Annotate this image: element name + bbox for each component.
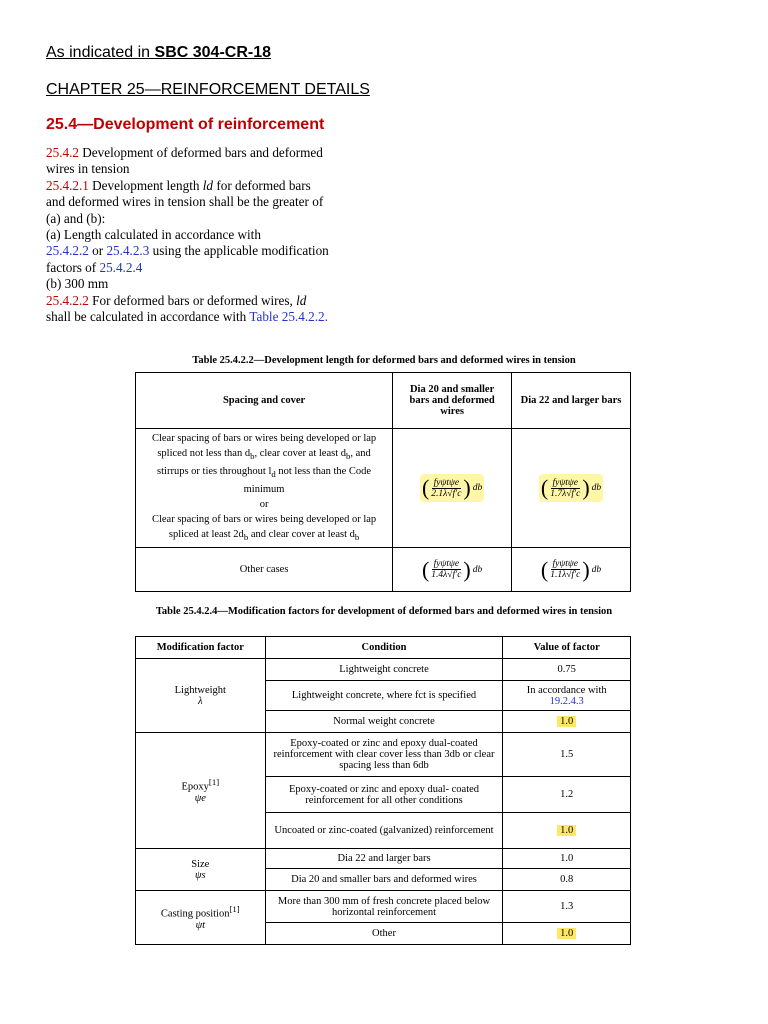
sub: b [346, 451, 351, 462]
paren-left: ( [421, 475, 430, 501]
factor-value: In accordance with [526, 684, 607, 696]
code-reference: SBC 304-CR-18 [154, 44, 271, 61]
fraction [429, 478, 463, 499]
value-cell [503, 733, 631, 777]
denominator: 2.1λ√f′c [431, 488, 462, 499]
condition-cell: More than 300 mm of fresh concrete placed below horizontal reinforcement [265, 891, 503, 923]
db-symbol: db [472, 564, 483, 575]
footnote-marker: [1] [208, 777, 220, 788]
factor-cell [136, 659, 266, 733]
table2-header-factor: Modification factor [136, 637, 266, 659]
indicated-prefix: As indicated in [46, 44, 155, 61]
text: and clear cover at least d [248, 529, 355, 541]
text: Clear spacing of bars or wires being developed or lap spliced not less than d [151, 433, 377, 459]
footnote-marker: [1] [229, 904, 240, 915]
factor-value: 0.8 [560, 874, 574, 885]
value-cell [503, 659, 631, 681]
sub: b [250, 451, 255, 462]
item-a-text: (a) Length calculated in accordance with [46, 227, 261, 243]
formula [541, 557, 601, 583]
db-symbol: db [591, 564, 602, 575]
formula [539, 474, 603, 502]
table1-header-dia20: Dia 20 and smaller bars and deformed wires [393, 373, 512, 429]
condition-cell: Dia 20 and smaller bars and deformed wires [265, 869, 503, 891]
condition-cell: Lightweight concrete [265, 659, 503, 681]
table1-row2-formula-dia20 [393, 548, 512, 592]
factor-name: Casting position [160, 908, 230, 920]
factor-name: Lightweight [174, 684, 226, 696]
table1-header-dia22: Dia 22 and larger bars [512, 373, 631, 429]
paren-right: ) [463, 475, 471, 501]
factor-value: 1.0 [557, 928, 576, 939]
table2-row [136, 659, 631, 681]
clause-number: 25.4.2.1 [46, 177, 89, 193]
paragraph-25-4-2-2 [46, 293, 331, 326]
development-length-table [135, 372, 631, 592]
table1-row1-formula-dia20 [393, 429, 512, 548]
table2-caption: Table 25.4.2.4—Modification factors for development of deformed bars and deformed wires in tension [155, 606, 613, 617]
or-separator: or [259, 499, 269, 511]
paren-right: ) [582, 475, 590, 501]
table1-caption: Table 25.4.2.2—Development length for deformed bars and deformed wires in tension [192, 355, 576, 366]
text: not less than the Code minimum [243, 466, 372, 496]
factor-value: 0.75 [557, 664, 576, 675]
factor-value: 1.3 [560, 901, 574, 912]
factor-symbol: ψe [194, 792, 206, 804]
item-b: (b) 300 mm [46, 276, 109, 292]
symbol-ld: ld [202, 177, 214, 193]
factor-cell [136, 891, 266, 945]
table2-row [136, 849, 631, 869]
clause-text: for deformed bars and deformed wires in tension shall be the greater of (a) and (b): [46, 177, 324, 226]
formula [422, 557, 482, 583]
table1-row2-formula-dia22 [512, 548, 631, 592]
value-cell [503, 711, 631, 733]
numerator: fyψtψe [552, 477, 579, 488]
factor-value: 1.0 [560, 853, 574, 864]
denominator: 1.7λ√f′c [550, 488, 581, 499]
sub: b [243, 532, 249, 543]
condition-cell: Epoxy-coated or zinc and epoxy dual-coated reinforcement with clear cover less than 3db or clear spacing less than 6db [265, 733, 503, 777]
clause-number: 25.4.2.2 [46, 292, 89, 308]
condition-cell: Uncoated or zinc-coated (galvanized) reinforcement [265, 813, 503, 849]
clause-text: shall be calculated in accordance with [46, 309, 250, 325]
table1-row1-condition [136, 429, 393, 548]
clause-text: Development of deformed bars and deformed wires in tension [46, 145, 323, 177]
numerator: fyψtψe [552, 559, 579, 570]
condition-cell: Epoxy-coated or zinc and epoxy dual- coated reinforcement for all other conditions [265, 777, 503, 813]
factor-symbol: ψt [195, 919, 206, 931]
paren-left: ( [540, 556, 549, 582]
table2-header-value: Value of factor [503, 637, 631, 659]
paren-right: ) [582, 556, 590, 582]
paragraph-25-4-2 [46, 145, 331, 178]
factor-name: Size [191, 858, 210, 870]
table2-header-condition: Condition [265, 637, 503, 659]
indicated-line [46, 44, 271, 62]
sub: d [271, 469, 276, 480]
factor-value: 1.5 [560, 749, 574, 760]
link-25-4-2-3[interactable]: 25.4.2.3 [106, 243, 150, 259]
link-19-2-4-3[interactable]: 19.2.4.3 [549, 695, 584, 707]
text: , clear cover at least d [254, 448, 346, 459]
value-cell [503, 777, 631, 813]
factor-name: Epoxy [181, 781, 209, 793]
numerator: fyψtψe [433, 559, 460, 570]
sub: b [354, 532, 360, 543]
table2-row [136, 891, 631, 923]
value-cell [503, 849, 631, 869]
table1-header-spacing: Spacing and cover [136, 373, 393, 429]
section-title: 25.4—Development of reinforcement [46, 116, 325, 133]
table1-row1-formula-dia22 [512, 429, 631, 548]
item-a [46, 227, 331, 276]
value-cell [503, 891, 631, 923]
denominator: 1.4λ√f′c [431, 570, 462, 581]
clause-text: Development length [88, 177, 203, 193]
value-cell [503, 923, 631, 945]
symbol-ld: ld [296, 292, 307, 308]
link-25-4-2-4[interactable]: 25.4.2.4 [99, 259, 143, 275]
condition-cell: Other [265, 923, 503, 945]
clause-text: For deformed bars or deformed wires, [88, 292, 297, 308]
formula [420, 474, 484, 502]
value-cell [503, 681, 631, 711]
value-cell [503, 813, 631, 849]
condition-cell: Normal weight concrete [265, 711, 503, 733]
factor-value: 1.2 [560, 789, 574, 800]
fraction [548, 559, 582, 580]
factor-value: 1.0 [557, 716, 576, 727]
modification-factors-table [135, 636, 631, 945]
item-a-tail: using the applicable modification factors of [46, 243, 329, 275]
db-symbol: db [472, 483, 483, 494]
condition-cell: Dia 22 and larger bars [265, 849, 503, 869]
numerator: fyψtψe [433, 477, 460, 488]
factor-symbol: λ [198, 695, 203, 707]
clause-number: 25.4.2 [46, 145, 79, 160]
condition-cell: Lightweight concrete, where fct is specified [265, 681, 503, 711]
chapter-title: CHAPTER 25—REINFORCEMENT DETAILS [46, 81, 370, 98]
body-paragraphs [46, 145, 331, 325]
paragraph-25-4-2-1 [46, 178, 331, 227]
paren-left: ( [540, 475, 549, 501]
link-table-25-4-2-2[interactable]: Table 25.4.2.2. [249, 309, 328, 325]
paren-left: ( [421, 556, 430, 582]
paren-right: ) [463, 556, 471, 582]
factor-symbol: ψs [195, 869, 206, 881]
or-text: or [88, 243, 107, 259]
value-cell [503, 869, 631, 891]
fraction [429, 559, 463, 580]
table1-row2-condition: Other cases [136, 548, 393, 592]
factor-value: 1.0 [557, 825, 576, 836]
table2-row [136, 733, 631, 777]
factor-cell [136, 849, 266, 891]
factor-cell [136, 733, 266, 849]
link-25-4-2-2[interactable]: 25.4.2.2 [46, 243, 89, 259]
fraction [548, 478, 582, 499]
text: , and stirrups or ties throughout l [157, 448, 371, 478]
text: Clear spacing of bars or wires being developed or lap spliced at least 2d [151, 514, 377, 541]
denominator: 1.1λ√f′c [550, 570, 581, 581]
db-symbol: db [591, 483, 602, 494]
